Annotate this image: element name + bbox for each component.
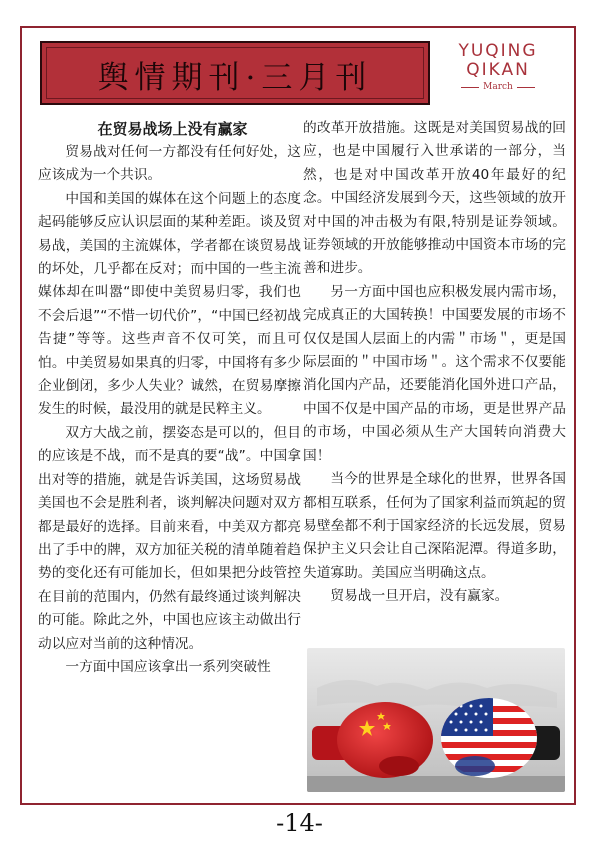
page-number: -14- — [276, 809, 323, 837]
article-title: 在贸易战场上没有赢家 — [97, 120, 248, 138]
left-paragraph-4: 一方面中国应该拿出一系列突破性 — [65, 658, 271, 675]
logo-subtitle — [444, 82, 552, 92]
boxing-gloves-photo — [307, 648, 565, 792]
right-paragraph-4: 贸易战一旦开启，没有赢家。 — [330, 588, 509, 605]
logo-rule-left — [461, 87, 479, 88]
left-paragraph-3: 双方大战之前，摆姿态是可以的，但目的应该是不战，而不是真的要“战”。中国拿出对等的措施，就是告诉美国，这场贸易战美国也不会是胜利者，谈判解决问题对双方都是最好的选择。目前来看，中美双方都亮出了手中的牌，双方加征关税的清单随着趋势的变化还有可能加长，但如果把分歧管控在目前的范围内，仍然有最终通过谈判解决的可能。除此之外，中国也应该主动做出行动以应对当前的这种情况。 — [38, 424, 301, 652]
logo-month: March — [483, 82, 513, 92]
logo-line-2: QIKAN — [466, 60, 530, 80]
left-paragraph-2: 中国和美国的媒体在这个问题上的态度起码能够反应认识层面的某种差距。谈及贸易战，美国的主流媒体，学者都在谈贸易战的坏处，几乎都在反对；而中国的一些主流媒体却在叫嚣“即使中美贸易归零，我们也不会后退”“不惜一切代价”，“中国已经初战告捷”等等。这些声音不仅可笑，而且可怕。中美贸易如果真的归零，中国将有多少企业倒闭，多少人失业？诚然，在贸易摩擦发生的时候，最没用的就是民粹主义。 — [38, 190, 301, 418]
boxing-gloves-china-usa-image — [307, 648, 565, 792]
masthead-banner — [40, 41, 430, 105]
masthead-title: 舆情期刊·三月刊 — [97, 60, 373, 96]
right-paragraph-2: 另一方面中国也应积极发展内需市场，完成真正的大国转换！中国要发展的市场不仅仅是国人层面上的内需＂市场＂，更是国际层面的＂中国市场＂。这个需求不仅要能消化国内产品，还要能消化国外进口产品，中国不仅是中国产品的市场，更是世界产品的市场，中国必须从生产大国转向消费大国！ — [303, 283, 566, 464]
magazine-logo — [444, 42, 552, 106]
left-paragraph-1: 贸易战对任何一方都没有任何好处，这应该成为一个共识。 — [38, 144, 301, 184]
logo-line-1: YUQING — [458, 41, 538, 61]
logo-rule-right — [517, 87, 535, 88]
right-paragraph-3: 当今的世界是全球化的世界，世界各国都相互联系，任何为了国家利益而筑起的贸易壁垒都不利于国家经济的长远发展，贸易保护主义只会让自己深陷泥潭。得道多助，失道寡助。美国应当明确这点。 — [303, 471, 566, 581]
left-column — [38, 117, 301, 679]
right-column — [303, 117, 566, 609]
right-paragraph-1: 的改革开放措施。这既是对美国贸易战的回应，也是中国履行入世承诺的一部分，当然，也是对中国改革开放40年最好的纪念。中国经济发展到今天，这些领域的放开对中国的冲击极为有限,特别是证券领域。证券领域的开放能够推动中国资本市场的完善和进步。 — [303, 120, 566, 277]
